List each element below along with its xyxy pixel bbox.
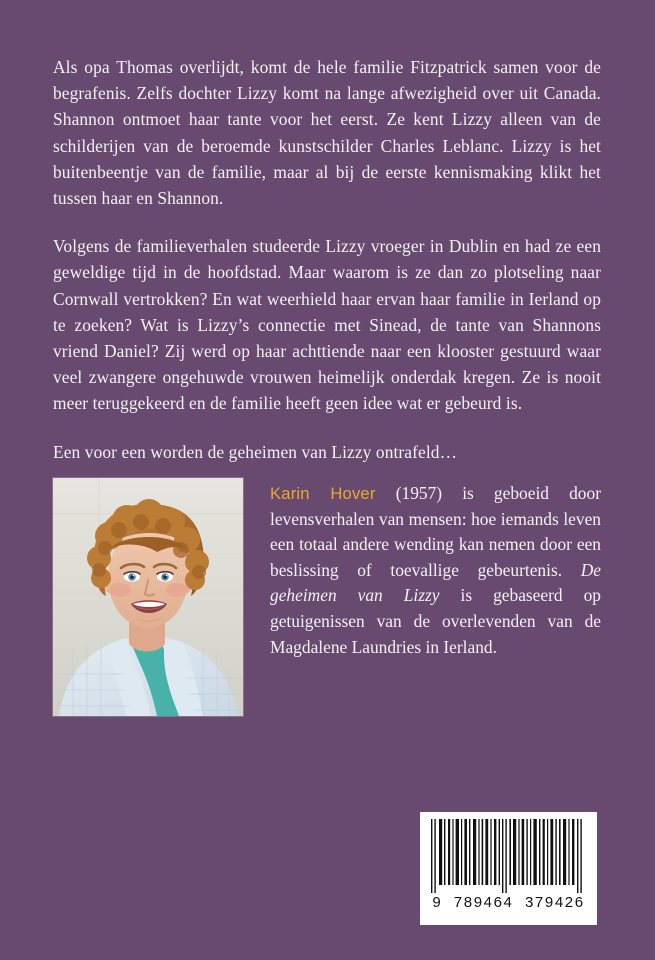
author-portrait-photo	[53, 478, 243, 716]
isbn-barcode	[420, 812, 597, 925]
author-bio-part-1: (1957) is geboeid door levensverhalen van mensen: hoe iemands leven een totaal andere wending kan nemen door een beslissing of toevallige gebeurtenis.	[270, 483, 601, 580]
author-biography	[270, 481, 601, 660]
author-name: Karin Hover	[270, 484, 376, 503]
barcode-digits: 9 789464 379426	[432, 894, 585, 911]
barcode-bars	[429, 819, 588, 893]
blurb-paragraph-3: Een voor een worden de geheimen van Lizzy ontrafeld…	[53, 441, 458, 462]
blurb-paragraph-2: Volgens de familieverhalen studeerde Lizzy vroeger in Dublin en had ze een geweldige tijd in de hoofdstad. Maar waarom is ze dan zo plotseling naar Cornwall vertrokken? En wat weerhield haar ervan haar familie in Ierland op te zoeken? Wat is Lizzy’s connectie met Sinead, de tante van Shannons vriend Daniel? Zij werd op haar achttiende naar een klooster gestuurd waar veel zwangere ongehuwde vrouwen heimelijk onderdak kregen. Ze is nooit meer teruggekeerd en de familie heeft geen idee wat er gebeurd is.	[53, 236, 601, 414]
blurb-text-block	[53, 54, 601, 465]
book-title: De geheimen van Lizzy	[270, 559, 601, 606]
blurb-paragraph-1: Als opa Thomas overlijdt, komt de hele familie Fitzpatrick samen voor de begrafenis. Zelfs dochter Lizzy komt na lange afwezigheid over uit Canada. Shannon ontmoet haar tante voor het eerst. Ze kent Lizzy alleen van de schilderijen van de beroemde kunstschilder Charles Leblanc. Lizzy is het buitenbeentje van de familie, maar al bij de eerste kennismaking klikt het tussen haar en Shannon.	[53, 57, 601, 209]
author-bio-part-2: is gebaseerd op getuigenissen van de overlevenden van de Magdalene Laundries in Ierland.	[270, 585, 601, 657]
